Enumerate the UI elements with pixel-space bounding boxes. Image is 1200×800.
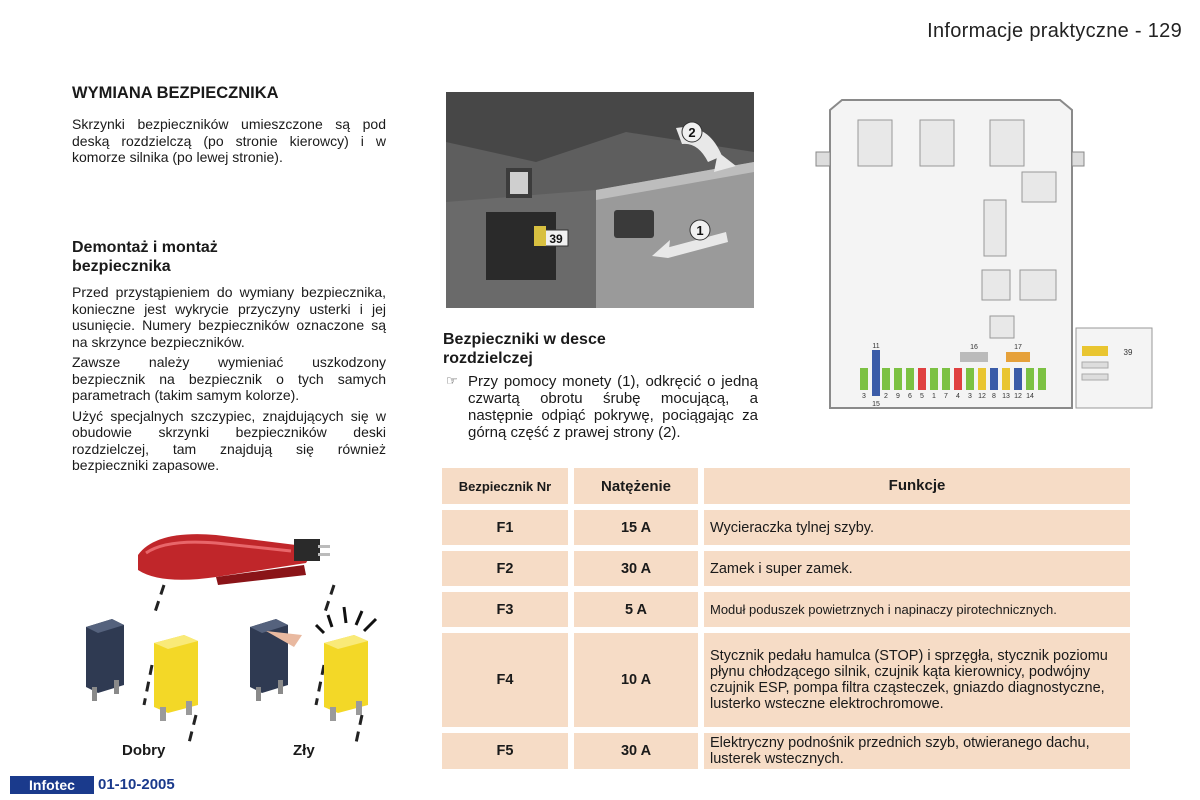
diagram-label-16: 16 bbox=[970, 344, 978, 351]
intro-paragraph: Skrzynki bezpieczników umieszczone są pod deską rozdzielczą (po stronie kierowcy) i w komorze silnika (po lewej stronie). bbox=[72, 116, 386, 165]
blown-fuse-icon bbox=[250, 607, 376, 721]
good-fuse-icon bbox=[86, 619, 198, 721]
label-good: Dobry bbox=[122, 742, 166, 759]
fuse-illustration bbox=[66, 515, 396, 755]
paragraph-2: Zawsze należy wymieniać uszkodzony bezpiecznik na bezpiecznik o tych samych parametrach (takim samym kolorze). bbox=[72, 354, 386, 403]
paragraph-3: Użyć specjalnych szczypiec, znajdujących się w obudowie skrzynki bezpieczników deski rozdzielczej, tam znajdują się również bezpieczniki zapasowe. bbox=[72, 407, 386, 473]
fuse-puller-icon bbox=[138, 534, 330, 585]
fuse-function: Zamek i super zamek. bbox=[704, 551, 1130, 586]
diagram-num: 5 bbox=[920, 393, 924, 400]
fuse-current: 5 A bbox=[574, 592, 698, 627]
diagram-num: 8 bbox=[992, 393, 996, 400]
label-bad: Zły bbox=[293, 742, 315, 759]
header-number: Bezpiecznik Nr bbox=[442, 468, 568, 504]
brand-logo: Infotec bbox=[10, 776, 94, 794]
section-title: WYMIANA BEZPIECZNIKA bbox=[72, 84, 279, 102]
footer-date: 01-10-2005 bbox=[98, 776, 175, 793]
diagram-num: 6 bbox=[908, 393, 912, 400]
subheading-line-2: bezpiecznika bbox=[72, 258, 171, 275]
subheading bbox=[72, 238, 386, 276]
fusebox-heading bbox=[443, 330, 606, 368]
instruction-bullet bbox=[446, 373, 758, 441]
diagram-num: 12 bbox=[978, 393, 986, 400]
diagram-num: 3 bbox=[968, 393, 972, 400]
fuse-number: F4 bbox=[442, 633, 568, 727]
diagram-num: 13 bbox=[1002, 393, 1010, 400]
fuse-current: 10 A bbox=[574, 633, 698, 727]
fuse-current: 15 A bbox=[574, 510, 698, 545]
fuse-number: F5 bbox=[442, 733, 568, 769]
table-row bbox=[442, 592, 1130, 627]
fuse-number: F3 bbox=[442, 592, 568, 627]
diagram-num: 9 bbox=[896, 393, 900, 400]
fuse-function: Elektryczny podnośnik przednich szyb, otwieranego dachu, lusterek wstecznych. bbox=[704, 733, 1130, 769]
fuse-function: Stycznik pedału hamulca (STOP) i sprzęgła, stycznik poziomu płynu chłodzącego silnik, czujnik kąta kierownicy, podwójny czujnik ESP, pompa filtra cząsteczek, gniazdo diagnostyczne, lusterko wsteczne elektrochromowe. bbox=[704, 633, 1130, 727]
table-row bbox=[442, 633, 1130, 727]
fuse-function: Wycieraczka tylnej szyby. bbox=[704, 510, 1130, 545]
bullet-text: Przy pomocy monety (1), odkręcić o jedną czwartą obrotu śrubę mocującą, a następnie odpiąć pokrywę, pociągając za górną część z prawej strony (2). bbox=[468, 373, 758, 441]
fuse-current: 30 A bbox=[574, 733, 698, 769]
table-row bbox=[442, 733, 1130, 769]
subheading-line-1: Demontaż i montaż bbox=[72, 239, 218, 256]
diagram-num: 3 bbox=[862, 393, 866, 400]
photo-marker-2: 2 bbox=[688, 125, 696, 140]
page-header: Informacje praktyczne - 129 bbox=[927, 20, 1182, 42]
fuse-number: F2 bbox=[442, 551, 568, 586]
fusebox-diagram bbox=[810, 96, 1162, 416]
diagram-num: 14 bbox=[1026, 393, 1034, 400]
table-row bbox=[442, 551, 1130, 586]
fusebox-heading-line-2: rozdzielczej bbox=[443, 350, 533, 367]
diagram-num: 12 bbox=[1014, 393, 1022, 400]
diagram-num: 2 bbox=[884, 393, 888, 400]
paragraph-1: Przed przystąpieniem do wymiany bezpiecznika, konieczne jest wykrycie przyczyny usterki i jej usunięcie. Numery bezpieczników oznaczone są na skrzynce bezpieczników. bbox=[72, 284, 386, 350]
fuse-function: Moduł poduszek powietrznych i napinaczy pirotechnicznych. bbox=[704, 592, 1130, 627]
header-function: Funkcje bbox=[704, 468, 1130, 504]
diagram-label-17: 17 bbox=[1014, 344, 1022, 351]
diagram-num: 7 bbox=[944, 393, 948, 400]
diagram-num: 4 bbox=[956, 393, 960, 400]
header-current: Natężenie bbox=[574, 468, 698, 504]
diagram-label-11: 11 bbox=[872, 343, 880, 350]
photo-marker-1: 1 bbox=[696, 223, 704, 238]
fuse-current: 30 A bbox=[574, 551, 698, 586]
table-header-row bbox=[442, 468, 1130, 504]
fuse-table bbox=[442, 468, 1130, 775]
fusebox-heading-line-1: Bezpieczniki w desce bbox=[443, 331, 606, 348]
photo-marker-39: 39 bbox=[549, 232, 563, 246]
dashboard-photo bbox=[446, 92, 754, 308]
table-row bbox=[442, 510, 1130, 545]
diagram-label-39: 39 bbox=[1123, 348, 1133, 357]
bullet-hand-icon: ☞ bbox=[446, 373, 458, 388]
diagram-num: 1 bbox=[932, 393, 936, 400]
diagram-label-15: 15 bbox=[872, 401, 880, 408]
fuse-number: F1 bbox=[442, 510, 568, 545]
instructions bbox=[72, 284, 386, 478]
